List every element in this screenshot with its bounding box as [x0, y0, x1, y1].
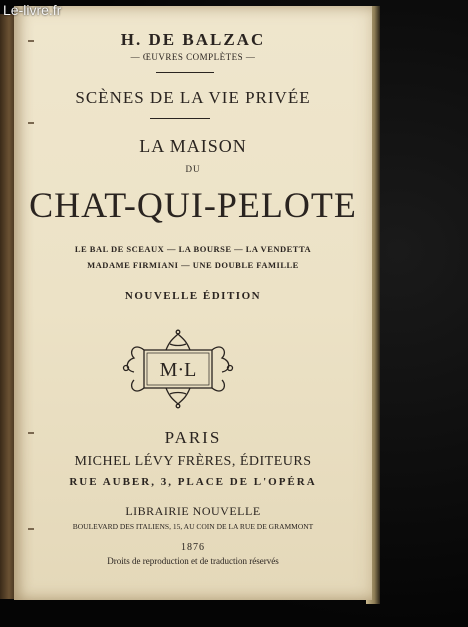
- subtitle-line-2: DU: [185, 164, 201, 174]
- city-label: PARIS: [164, 428, 222, 447]
- book-title: CHAT-QUI-PELOTE: [29, 185, 357, 225]
- contents-line-1: LE BAL DE SCEAUX — LA BOURSE — LA VENDETTA: [74, 244, 312, 254]
- title-page: [14, 6, 372, 600]
- divider-rule: [150, 118, 210, 119]
- subtitle-line-1: LA MAISON: [139, 136, 247, 156]
- publisher-monogram: M·L: [159, 359, 197, 381]
- binding-thread: [28, 122, 34, 124]
- complete-works-label: — ŒUVRES COMPLÈTES —: [130, 52, 256, 62]
- bookshop-address: BOULEVARD DES ITALIENS, 15, AU COIN DE LA RUE DE GRAMMONT: [72, 522, 314, 531]
- edition-label: NOUVELLE ÉDITION: [124, 290, 262, 302]
- rights-notice: Droits de reproduction et de traduction réservés: [107, 556, 279, 566]
- divider-rule: [156, 72, 214, 73]
- bookshop-name: LIBRAIRIE NOUVELLE: [125, 504, 261, 518]
- publisher-address: RUE AUBER, 3, PLACE DE L'OPÉRA: [69, 476, 317, 488]
- publisher-name: MICHEL LÉVY FRÈRES, ÉDITEURS: [74, 454, 312, 469]
- publication-year: 1876: [181, 542, 205, 553]
- author-name: H. DE BALZAC: [120, 30, 266, 49]
- series-title: SCÈNES DE LA VIE PRIVÉE: [75, 88, 311, 107]
- contents-line-2: MADAME FIRMIANI — UNE DOUBLE FAMILLE: [87, 260, 299, 270]
- watermark-label: Le-livre.fr: [3, 2, 62, 18]
